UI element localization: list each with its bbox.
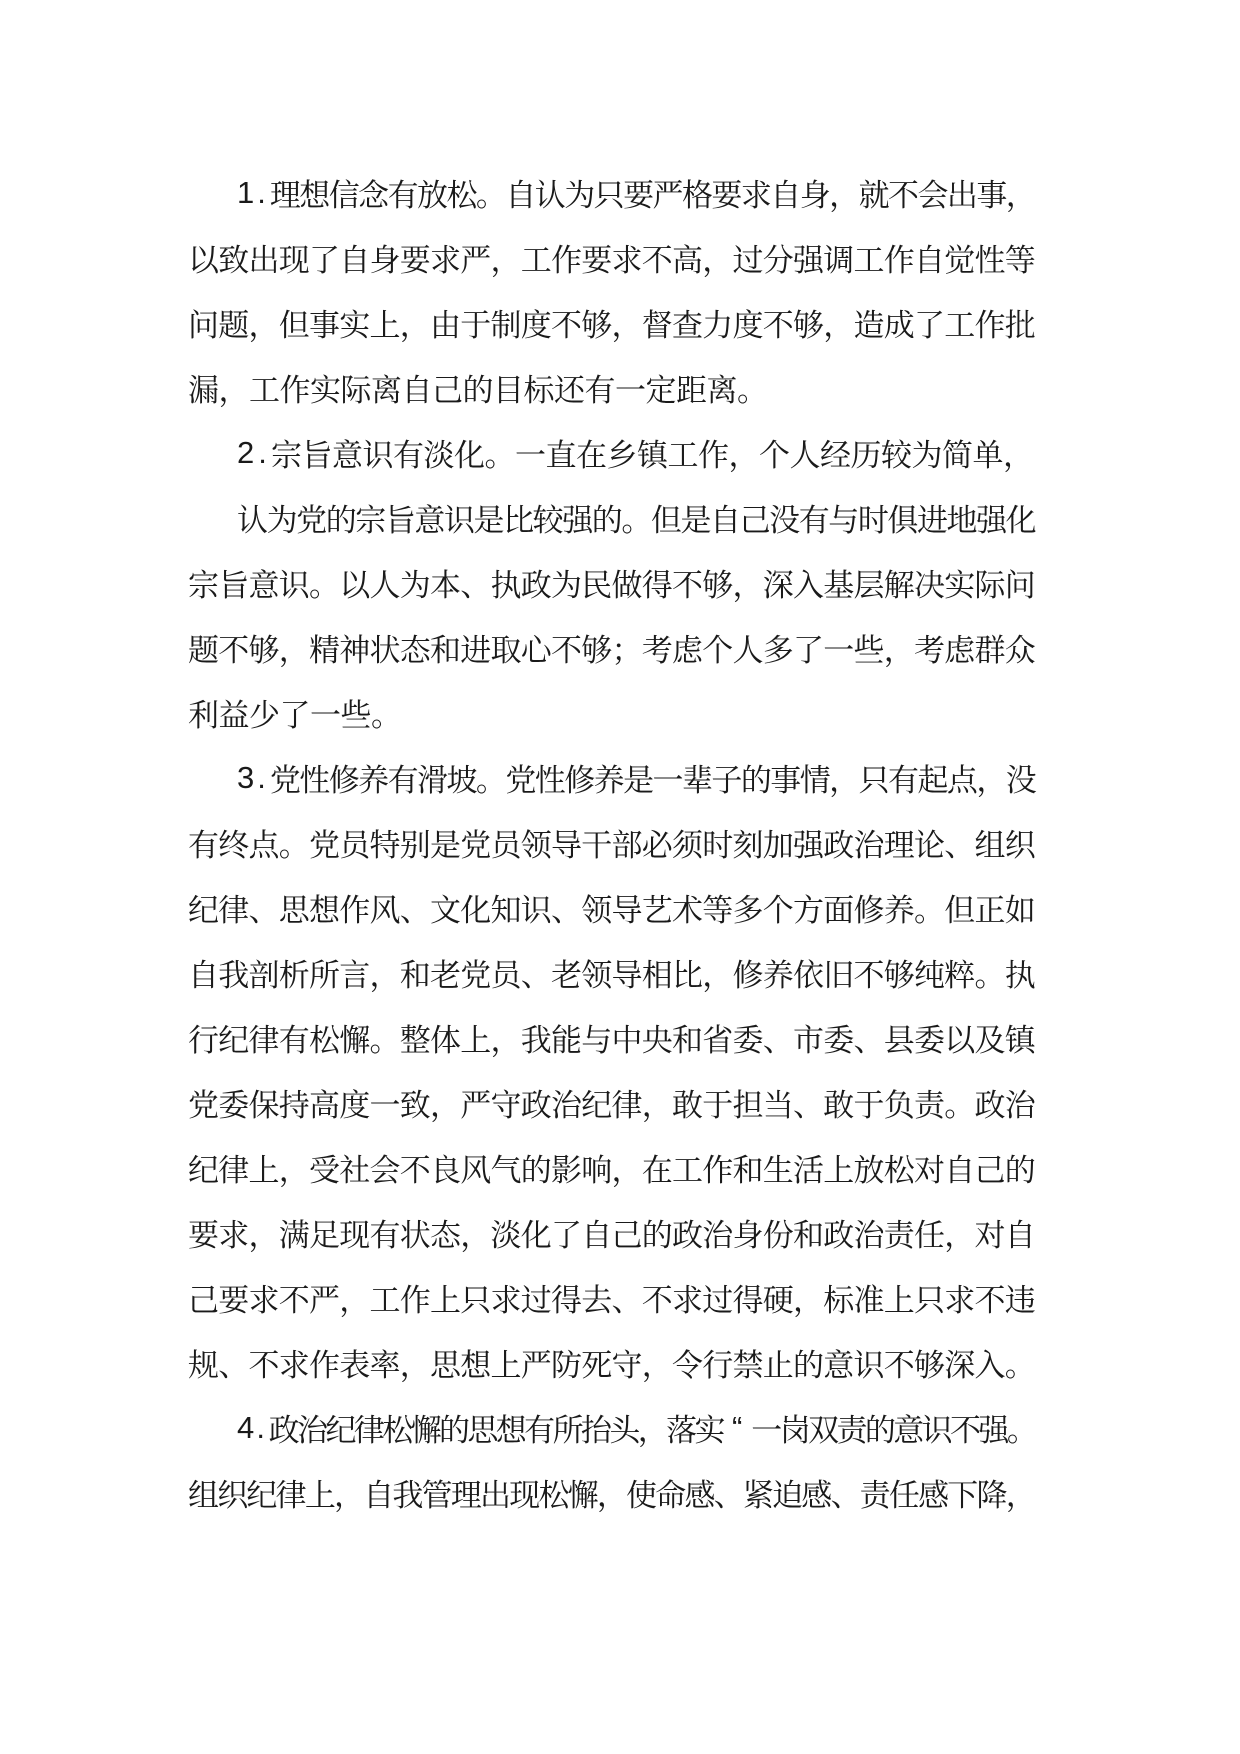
text-line: 规 、 不 求 作 表 率 ， 思 想 上 严 防 死 守 ， 令 行 禁 止 的 意 识 不 够 深 入 。 (188, 1348, 1036, 1383)
text-line: 纪 律 上 ， 受 社 会 不 良 风 气 的 影 响 ， 在 工 作 和 生 活 上 放 松 对 自 己 的 (188, 1153, 1036, 1188)
text-line: 行 纪 律 有 松 懈 。 整 体 上 ， 我 能 与 中 央 和 省 委 、 市 委 、 县 委 以 及 镇 (188, 1023, 1036, 1058)
text-line: 1 . 理 想 信 念 有 放 松 。 自 认 为 只 要 严 格 要 求 自 身 ， 就 不 会 出 事 ， (237, 174, 1037, 213)
text-line: 有 终 点 。 党 员 特 别 是 党 员 领 导 干 部 必 须 时 刻 加 强 政 治 理 论 、 组 织 (188, 828, 1036, 863)
text-line: 利 益 少 了 一 些 。 (188, 698, 402, 733)
text-line: 宗 旨 意 识 。 以 人 为 本 、 执 政 为 民 做 得 不 够 ， 深 入 基 层 解 决 实 际 问 (188, 568, 1036, 603)
text-line: 漏 ， 工 作 实 际 离 自 己 的 目 标 还 有 一 定 距 离 。 (188, 373, 768, 408)
text-line: 2 . 宗 旨 意 识 有 淡 化 。 一 直 在 乡 镇 工 作 ， 个 人 经 历 较 为 简 单 ， (237, 434, 1034, 473)
text-line: 己 要 求 不 严 ， 工 作 上 只 求 过 得 去 、 不 求 过 得 硬 ， 标 准 上 只 求 不 违 (188, 1283, 1036, 1318)
text-line: 党 委 保 持 高 度 一 致 ， 严 守 政 治 纪 律 ， 敢 于 担 当 、 敢 于 负 责 。 政 治 (188, 1088, 1036, 1123)
text-line: 自 我 剖 析 所 言 ， 和 老 党 员 、 老 领 导 相 比 ， 修 养 依 旧 不 够 纯 粹 。 执 (188, 958, 1036, 993)
text-line: 认 为 党 的 宗 旨 意 识 是 比 较 强 的 。 但 是 自 己 没 有 与 时 俱 进 地 强 化 (237, 503, 1037, 538)
text-line: 题 不 够 ， 精 神 状 态 和 进 取 心 不 够 ； 考 虑 个 人 多 了 一 些 ， 考 虑 群 众 (188, 633, 1036, 668)
text-line: 组 织 纪 律 上 ， 自 我 管 理 出 现 松 懈 ， 使 命 感 、 紧 迫 感 、 责 任 感 下 降 ， (188, 1478, 1037, 1513)
text-line: 4 . 政 治 纪 律 松 懈 的 思 想 有 所 抬 头 ， 落 实 “ 一 岗 双 责 的 意 识 不 强 。 (237, 1409, 1038, 1448)
text-line: 问 题 ， 但 事 实 上 ， 由 于 制 度 不 够 ， 督 查 力 度 不 够 ， 造 成 了 工 作 批 (188, 308, 1036, 343)
text-line: 3 . 党 性 修 养 有 滑 坡 。 党 性 修 养 是 一 辈 子 的 事 情 ， 只 有 起 点 ， 没 (237, 759, 1037, 798)
text-line: 要 求 ， 满 足 现 有 状 态 ， 淡 化 了 自 己 的 政 治 身 份 和 政 治 责 任 ， 对 自 (188, 1218, 1036, 1253)
text-line: 以 致 出 现 了 自 身 要 求 严 ， 工 作 要 求 不 高 ， 过 分 强 调 工 作 自 觉 性 等 (188, 243, 1036, 278)
text-line: 纪 律 、 思 想 作 风 、 文 化 知 识 、 领 导 艺 术 等 多 个 方 面 修 养 。 但 正 如 (188, 893, 1036, 928)
